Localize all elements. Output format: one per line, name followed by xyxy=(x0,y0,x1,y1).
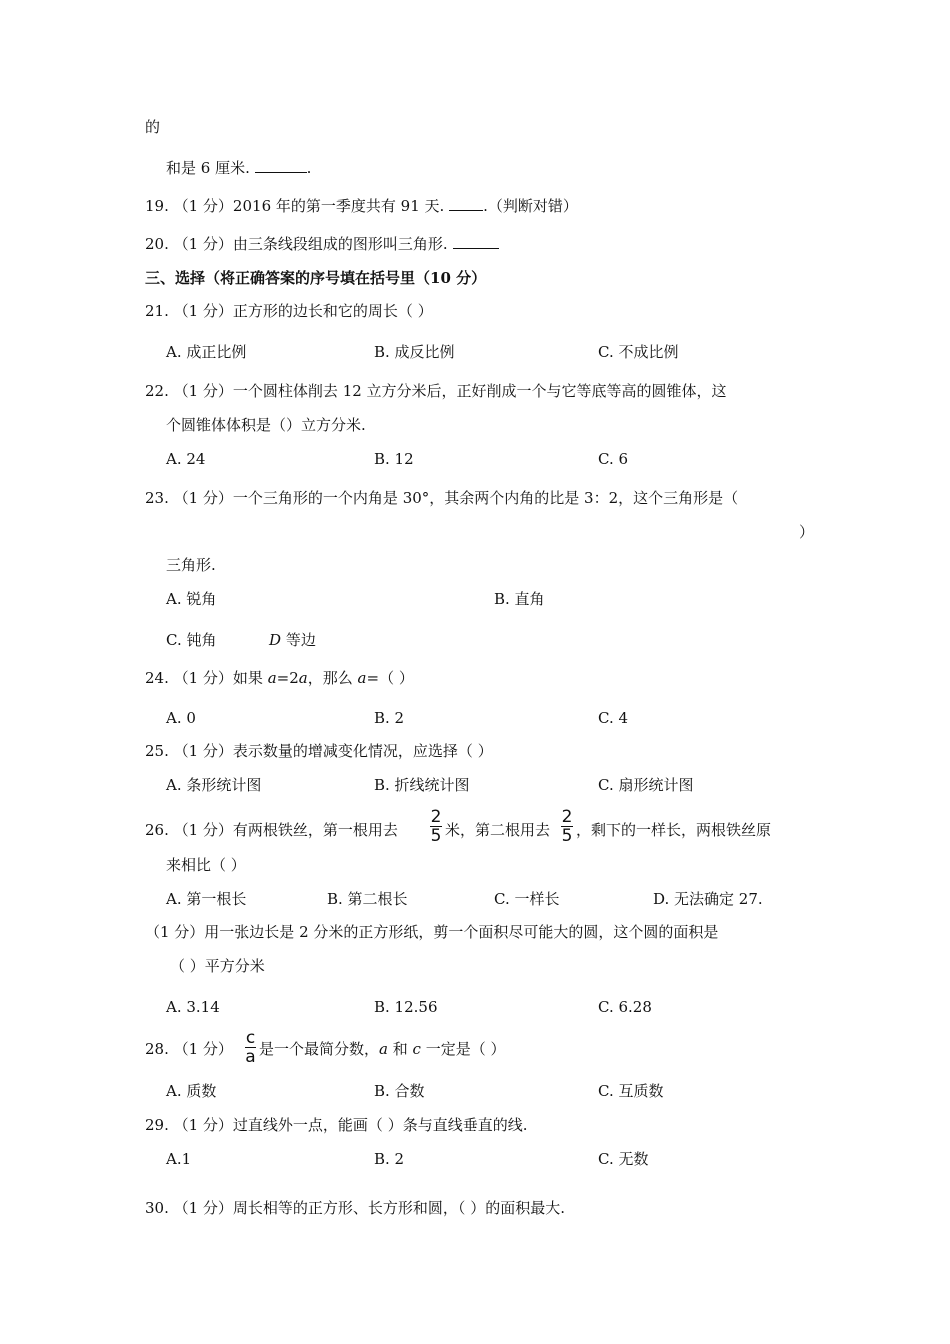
fraction-numerator: 2 xyxy=(561,807,573,827)
fraction-numerator: 2 xyxy=(430,807,442,827)
option-c[interactable]: C. 6.28 xyxy=(598,998,652,1016)
question-22-cont: 个圆锥体体积是（）立方分米. xyxy=(166,416,366,434)
answer-blank[interactable] xyxy=(255,158,307,173)
fraction-denominator: 5 xyxy=(561,826,573,846)
question-23-cont: 三角形. xyxy=(166,556,216,574)
question-20 xyxy=(145,234,499,254)
text-line xyxy=(166,158,311,178)
option-a[interactable]: A. 0 xyxy=(166,709,196,727)
option-c[interactable]: C. 无数 xyxy=(598,1150,649,1168)
section-heading: 三、选择（将正确答案的序号填在括号里（10 分） xyxy=(145,269,487,287)
question-text: =（ ） xyxy=(366,669,414,687)
option-d[interactable]: D. 无法确定 27. xyxy=(653,890,763,908)
option-a[interactable]: A.1 xyxy=(166,1150,192,1168)
question-text: 是一个最简分数， xyxy=(259,1040,380,1058)
option-b[interactable]: B. 第二根长 xyxy=(327,890,408,908)
question-29: 29. （1 分）过直线外一点，能画（ ）条与直线垂直的线. xyxy=(145,1116,528,1134)
fraction-denominator: 5 xyxy=(430,826,442,846)
line-text: 和是 6 厘米. xyxy=(166,159,250,177)
option-a[interactable]: A. 成正比例 xyxy=(166,343,247,361)
question-22: 22. （1 分）一个圆柱体削去 12 立方分米后，正好削成一个与它等底等高的圆锥体，这 xyxy=(145,382,727,400)
line-text: . xyxy=(306,159,312,177)
fraction xyxy=(244,1029,257,1066)
fraction-denominator: a xyxy=(245,1047,256,1067)
fraction-numerator: c xyxy=(245,1028,256,1048)
question-23: 23. （1 分）一个三角形的一个内角是 30°，其余两个内角的比是 3：2，这个三角形是（ xyxy=(145,489,739,507)
question-text: 和 xyxy=(392,1040,408,1058)
text-line: 的 xyxy=(145,118,161,136)
question-text: =2 xyxy=(276,669,299,687)
math-var: a xyxy=(267,669,277,687)
math-var: a xyxy=(298,669,308,687)
option-c[interactable]: C. 不成比例 xyxy=(598,343,679,361)
question-26-cont: 来相比（ ） xyxy=(166,856,246,874)
option-text: 等边 xyxy=(285,631,316,649)
question-text: 24. （1 分）如果 xyxy=(145,669,263,687)
option-a[interactable]: A. 第一根长 xyxy=(166,890,247,908)
answer-blank[interactable] xyxy=(449,196,483,211)
question-26-text: 米，第二根用去 xyxy=(445,821,551,839)
option-b[interactable]: B. 直角 xyxy=(494,590,545,608)
question-27-cont: （ ）平方分米 xyxy=(170,957,265,975)
option-a[interactable]: A. 24 xyxy=(166,450,206,468)
option-a[interactable]: A. 质数 xyxy=(166,1082,217,1100)
question-26: 26. （1 分）有两根铁丝，第一根用去 xyxy=(145,821,398,839)
option-a[interactable]: A. 锐角 xyxy=(166,590,217,608)
question-text: 19. （1 分）2016 年的第一季度共有 91 天. xyxy=(145,197,445,215)
option-b[interactable]: B. 折线统计图 xyxy=(374,776,470,794)
question-24 xyxy=(145,668,414,688)
fraction xyxy=(560,808,574,845)
question-26-text: ，剩下的一样长，两根铁丝原 xyxy=(576,821,772,839)
question-text: 一定是（ ） xyxy=(425,1040,506,1058)
option-c[interactable]: C. 钝角 xyxy=(166,631,217,649)
closing-paren: ） xyxy=(799,523,815,541)
fraction xyxy=(429,808,443,845)
math-var: a xyxy=(357,669,367,687)
option-b[interactable]: B. 12.56 xyxy=(374,998,438,1016)
option-b[interactable]: B. 2 xyxy=(374,709,405,727)
question-text: 20. （1 分）由三条线段组成的图形叫三角形. xyxy=(145,235,448,253)
question-28-text xyxy=(259,1039,506,1059)
option-d[interactable] xyxy=(269,630,316,650)
question-text: .（判断对错） xyxy=(483,197,578,215)
option-c[interactable]: C. 一样长 xyxy=(494,890,560,908)
math-var: a xyxy=(379,1040,388,1058)
question-27: （1 分）用一张边长是 2 分米的正方形纸，剪一个面积尽可能大的圆，这个圆的面积是 xyxy=(145,923,719,941)
option-c[interactable]: C. 扇形统计图 xyxy=(598,776,694,794)
option-b[interactable]: B. 12 xyxy=(374,450,414,468)
option-b[interactable]: B. 2 xyxy=(374,1150,405,1168)
question-21: 21. （1 分）正方形的边长和它的周长（ ） xyxy=(145,302,433,320)
option-c[interactable]: C. 6 xyxy=(598,450,629,468)
question-30: 30. （1 分）周长相等的正方形、长方形和圆，（ ）的面积最大. xyxy=(145,1199,565,1217)
option-b[interactable]: B. 成反比例 xyxy=(374,343,455,361)
question-text: ，那么 xyxy=(307,669,353,687)
option-a[interactable]: A. 条形统计图 xyxy=(166,776,262,794)
option-b[interactable]: B. 合数 xyxy=(374,1082,425,1100)
question-25: 25. （1 分）表示数量的增减变化情况，应选择（ ） xyxy=(145,742,493,760)
question-28: 28. （1 分） xyxy=(145,1040,233,1058)
option-a[interactable]: A. 3.14 xyxy=(166,998,220,1016)
question-19 xyxy=(145,196,578,216)
answer-blank[interactable] xyxy=(453,234,499,249)
option-letter: D xyxy=(269,631,282,649)
option-c[interactable]: C. 4 xyxy=(598,709,629,727)
option-c[interactable]: C. 互质数 xyxy=(598,1082,664,1100)
math-var: c xyxy=(412,1040,421,1058)
